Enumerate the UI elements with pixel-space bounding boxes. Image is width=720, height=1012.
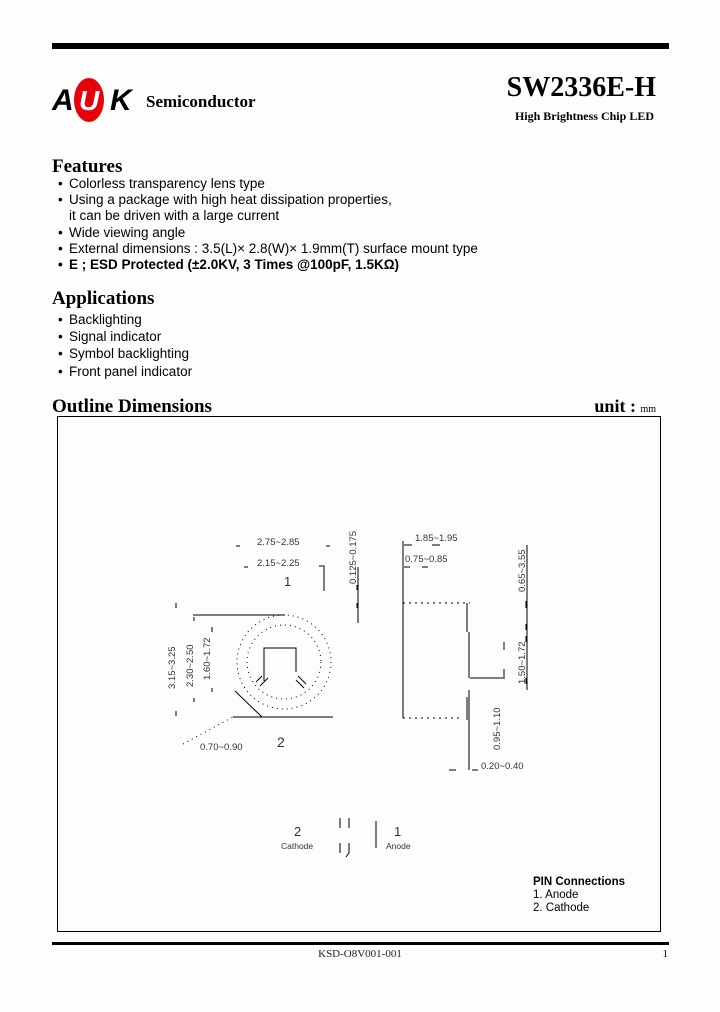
application-item: • Symbol backlighting xyxy=(58,345,192,362)
unit-value: mm xyxy=(640,404,656,415)
dim-side-lower: 0.95~1.10 xyxy=(492,707,503,750)
outline-heading: Outline Dimensions xyxy=(52,396,212,417)
applications-list xyxy=(58,311,192,380)
dim-left-height-mid: 2.30~2.50 xyxy=(185,644,196,687)
features-list xyxy=(58,176,478,273)
dim-side-inner: 0.75~0.85 xyxy=(405,554,448,565)
pin-mark-1: 1 xyxy=(284,574,292,589)
unit-label xyxy=(594,396,656,417)
feature-item: • Wide viewing angle xyxy=(58,225,478,241)
dim-bottom-diag: 0.70~0.90 xyxy=(200,742,243,753)
outline-drawing xyxy=(57,416,661,932)
feature-item-esd: • E ; ESD Protected (±2.0KV, 3 Times @100pF, 1.5KΩ) xyxy=(58,257,478,273)
feature-item: • Colorless transparency lens type xyxy=(58,176,478,192)
unit-text: unit : xyxy=(594,396,636,416)
feature-item: • Using a package with high heat dissipation properties, xyxy=(58,192,478,208)
logo-company: Semiconductor xyxy=(146,92,256,111)
pin-connection-item: 2. Cathode xyxy=(533,902,590,914)
product-subtitle: High Brightness Chip LED xyxy=(514,109,654,123)
dim-left-height-outer: 3.15~3.25 xyxy=(167,646,178,689)
dim-top-width-inner: 2.15~2.25 xyxy=(257,558,300,569)
pin-mark-2: 2 xyxy=(277,734,285,750)
feature-item-continuation: it can be driven with a large current xyxy=(69,208,280,224)
logo-letter-u: U xyxy=(79,85,100,116)
document-number: KSD-O8V001-001 xyxy=(318,948,402,960)
logo-letter-a: A xyxy=(52,84,74,117)
symbol-cathode-label: Cathode xyxy=(281,841,314,851)
pin-connections xyxy=(533,876,625,915)
symbol-anode-num: 1 xyxy=(394,824,402,839)
application-item: • Backlighting xyxy=(58,311,192,328)
application-item: • Signal indicator xyxy=(58,328,192,345)
application-item: • Front panel indicator xyxy=(58,363,192,380)
symbol-anode-label: Anode xyxy=(386,841,411,851)
top-rule xyxy=(52,43,669,49)
dim-top-width-outer: 2.75~2.85 xyxy=(257,537,300,548)
bottom-rule xyxy=(52,942,669,945)
features-heading: Features xyxy=(52,156,123,177)
dim-top-pin-offset: 0.125~0.175 xyxy=(348,530,359,584)
auk-logo xyxy=(52,78,282,122)
dim-side-bottom: 0.20~0.40 xyxy=(481,761,524,772)
feature-item: • External dimensions : 3.5(L)× 2.8(W)× 1.9mm(T) surface mount type xyxy=(58,241,478,257)
applications-heading: Applications xyxy=(52,288,155,309)
dim-side-width: 1.85~1.95 xyxy=(415,533,458,544)
logo-letter-k: K xyxy=(110,84,132,117)
dim-side-mid: 1.50~1.72 xyxy=(517,641,528,684)
part-number: SW2336E-H xyxy=(506,72,656,103)
pin-connection-item: 1. Anode xyxy=(533,889,579,901)
pin-connections-title: PIN Connections xyxy=(533,876,626,888)
symbol-cathode-num: 2 xyxy=(294,824,302,839)
page-number: 1 xyxy=(662,948,668,960)
dim-side-top: 0.65~3.55 xyxy=(517,549,528,592)
dim-left-height-inner: 1.60~1.72 xyxy=(202,637,213,680)
